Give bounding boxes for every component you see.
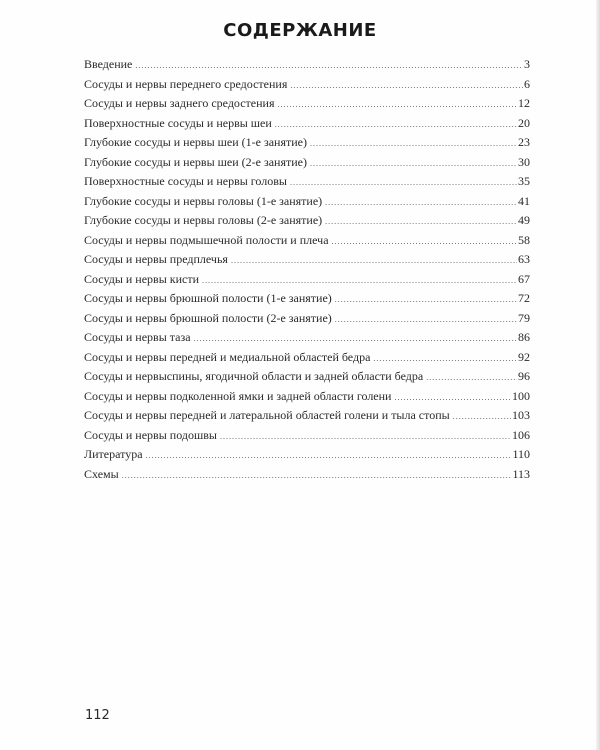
toc-entry-abdomen-1[interactable] xyxy=(84,289,530,309)
toc-entry-popliteal-leg[interactable] xyxy=(84,387,530,407)
toc-leader-dots xyxy=(146,446,512,466)
toc-entry-page: 35 xyxy=(518,174,530,188)
toc-entry-superficial-neck[interactable] xyxy=(84,114,530,134)
toc-entry-page: 63 xyxy=(518,252,530,266)
toc-leader-dots xyxy=(335,310,517,330)
toc-entry-page: 41 xyxy=(518,193,530,208)
toc-entry-label: Сосуды и нервы передней и медиальной областей бедра xyxy=(84,349,371,364)
toc-entry-label: Глубокие сосуды и нервы шеи (2-е занятие) xyxy=(84,154,307,169)
toc-leader-dots xyxy=(135,56,523,76)
toc-entry-page: 30 xyxy=(518,154,530,169)
toc-entry-label: Глубокие сосуды и нервы головы (1-е занятие) xyxy=(84,193,323,208)
toc-entry-label: Схемы xyxy=(84,466,119,481)
toc-entry-page: 96 xyxy=(518,369,530,383)
toc-entry-label: Сосуды и нервы передней и латеральной областей голени и тыла стопы xyxy=(84,408,450,422)
toc-entry-page: 92 xyxy=(518,349,530,364)
toc-entry-label: Глубокие сосуды и нервы головы (2-е занятие) xyxy=(84,213,323,227)
page-number: 112 xyxy=(85,708,110,723)
toc-entry-page: 113 xyxy=(512,466,530,481)
toc-entry-label: Сосуды и нервы переднего средостения xyxy=(84,76,288,91)
toc-entry-deep-neck-1[interactable] xyxy=(84,133,530,153)
toc-leader-dots xyxy=(310,134,517,154)
page-edge-shadow xyxy=(596,0,600,750)
toc-entry-page: 79 xyxy=(518,310,530,325)
toc-entry-pelvis[interactable] xyxy=(84,328,530,348)
toc-entry-literature[interactable] xyxy=(84,445,530,465)
toc-entry-label: Сосуды и нервы подмышечной полости и плеча xyxy=(84,232,329,247)
toc-entry-deep-head-1[interactable] xyxy=(84,192,530,212)
toc-leader-dots xyxy=(426,368,517,388)
toc-entry-page: 20 xyxy=(518,115,530,130)
toc-leader-dots xyxy=(277,95,517,115)
toc-entry-thigh-anterior-medial[interactable] xyxy=(84,348,530,368)
toc-leader-dots xyxy=(332,232,517,252)
table-of-contents xyxy=(84,55,530,484)
toc-leader-dots xyxy=(122,466,512,486)
toc-leader-dots xyxy=(325,212,517,232)
toc-entry-label: Поверхностные сосуды и нервы головы xyxy=(84,174,287,188)
toc-entry-page: 49 xyxy=(518,213,530,227)
toc-entry-label: Сосуды и нервы предплечья xyxy=(84,252,228,266)
toc-entry-forearm[interactable] xyxy=(84,250,530,270)
toc-entry-label: Сосуды и нервыспины, ягодичной области и задней области бедра xyxy=(84,369,424,383)
toc-entry-page: 12 xyxy=(518,96,530,110)
toc-entry-label: Сосуды и нервы брюшной полости (1-е занятие) xyxy=(84,291,332,305)
toc-entry-axilla-shoulder[interactable] xyxy=(84,231,530,251)
toc-entry-superficial-head[interactable] xyxy=(84,172,530,192)
toc-leader-dots xyxy=(394,388,511,408)
toc-entry-label: Литература xyxy=(84,447,143,461)
toc-entry-label: Сосуды и нервы кисти xyxy=(84,271,200,286)
toc-leader-dots xyxy=(202,271,517,291)
toc-entry-page: 100 xyxy=(512,388,530,403)
toc-entry-page: 72 xyxy=(518,291,530,305)
toc-leader-dots xyxy=(231,251,517,271)
toc-entry-deep-neck-2[interactable] xyxy=(84,153,530,173)
toc-entry-page: 106 xyxy=(512,427,530,442)
toc-leader-dots xyxy=(335,290,517,310)
toc-entry-label: Сосуды и нервы заднего средостения xyxy=(84,96,275,110)
toc-leader-dots xyxy=(290,76,523,96)
page-title: СОДЕРЖАНИЕ xyxy=(223,20,377,41)
toc-entry-page: 67 xyxy=(518,271,530,286)
toc-entry-label: Введение xyxy=(84,57,133,71)
toc-entry-leg-foot-dorsum[interactable] xyxy=(84,406,530,426)
toc-entry-page: 58 xyxy=(518,232,530,247)
toc-leader-dots xyxy=(194,329,517,349)
toc-entry-label: Поверхностные сосуды и нервы шеи xyxy=(84,115,272,130)
toc-entry-page: 6 xyxy=(524,76,530,91)
toc-entry-page: 3 xyxy=(524,57,530,71)
toc-leader-dots xyxy=(310,154,517,174)
toc-leader-dots xyxy=(453,407,511,427)
toc-leader-dots xyxy=(220,427,511,447)
toc-leader-dots xyxy=(275,115,517,135)
toc-entry-label: Сосуды и нервы брюшной полости (2-е занятие) xyxy=(84,310,332,325)
toc-entry-label: Глубокие сосуды и нервы шеи (1-е занятие) xyxy=(84,135,307,149)
toc-entry-sole[interactable] xyxy=(84,426,530,446)
toc-entry-label: Сосуды и нервы подошвы xyxy=(84,427,217,442)
toc-entry-page: 86 xyxy=(518,330,530,344)
toc-leader-dots xyxy=(373,349,517,369)
toc-entry-schemes[interactable] xyxy=(84,465,530,485)
toc-entry-posterior-mediastinum[interactable] xyxy=(84,94,530,114)
toc-entry-page: 103 xyxy=(512,408,530,422)
toc-leader-dots xyxy=(290,173,517,193)
toc-entry-label: Сосуды и нервы подколенной ямки и задней области голени xyxy=(84,388,392,403)
toc-entry-label: Сосуды и нервы таза xyxy=(84,330,191,344)
toc-entry-page: 110 xyxy=(512,447,530,461)
toc-leader-dots xyxy=(325,193,517,213)
toc-entry-introduction[interactable] xyxy=(84,55,530,75)
toc-entry-hand[interactable] xyxy=(84,270,530,290)
toc-entry-abdomen-2[interactable] xyxy=(84,309,530,329)
toc-entry-page: 23 xyxy=(518,135,530,149)
toc-entry-deep-head-2[interactable] xyxy=(84,211,530,231)
toc-entry-back-gluteal-thigh[interactable] xyxy=(84,367,530,387)
toc-entry-anterior-mediastinum[interactable] xyxy=(84,75,530,95)
